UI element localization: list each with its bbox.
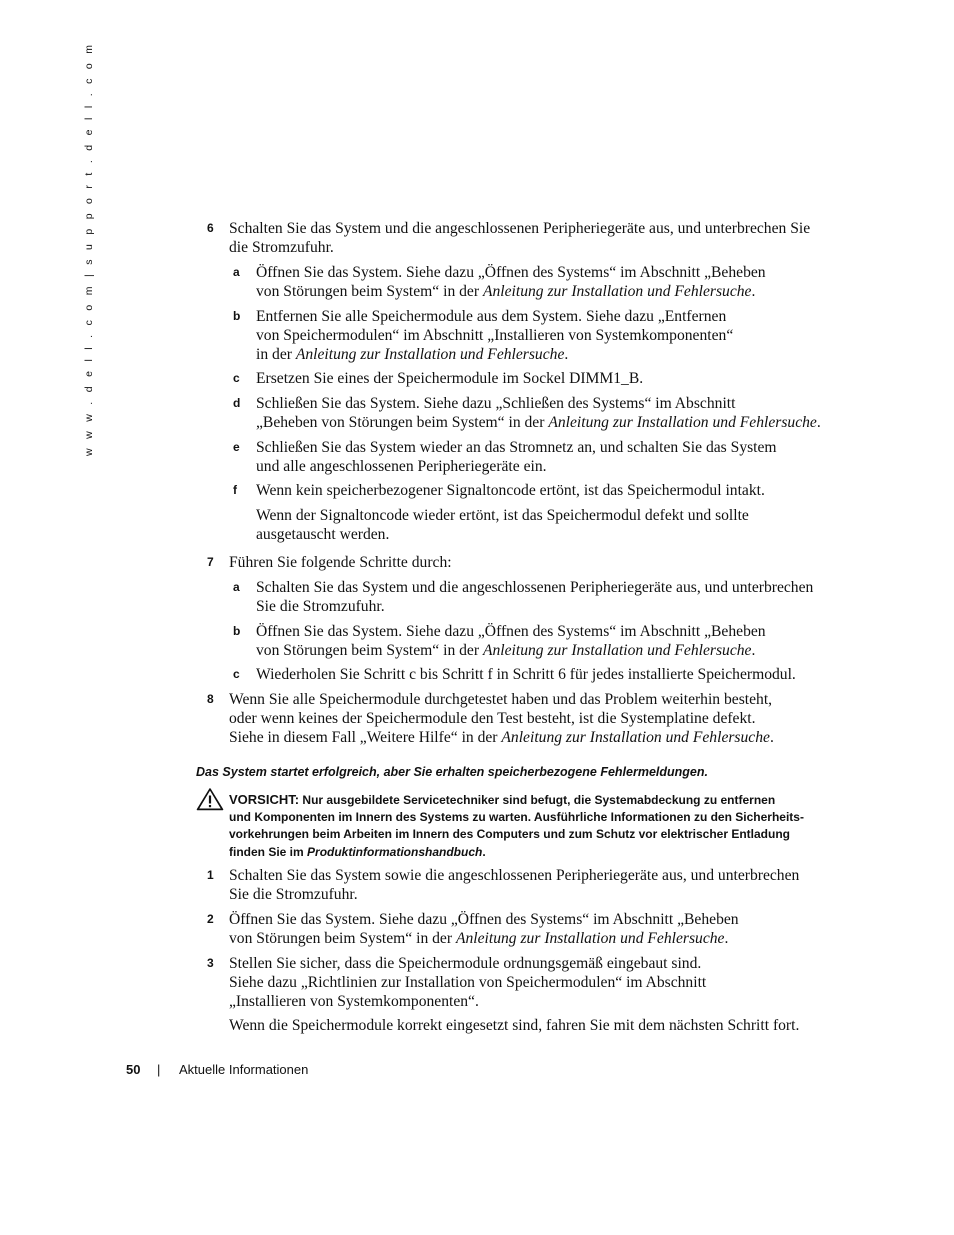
substep-text: Ersetzen Sie eines der Speichermodule im Sockel DIMM1_B. <box>256 370 644 387</box>
step-number: 8 <box>207 692 214 706</box>
substep-letter: f <box>233 483 237 497</box>
substep-letter: a <box>233 265 240 279</box>
substep-text: Öffnen Sie das System. Siehe dazu „Öffnen des Systems“ im Abschnitt „Beheben von Störungen beim System“ in der Anleitung zur Installation und Fehlersuche. <box>256 264 766 300</box>
substep-text: Schließen Sie das System wieder an das Stromnetz an, und schalten Sie das System und alle angeschlossenen Peripheriegeräte ein. <box>256 439 777 475</box>
list-text: Schalten Sie das System sowie die angeschlossenen Peripheriegeräte aus, und unterbrechen Sie die Stromzufuhr. <box>229 867 800 903</box>
side-url-text: w w w . d e l l . c o m | s u p p o r t . d e l l . c o m <box>83 41 95 456</box>
substep-letter: c <box>233 667 240 681</box>
substep-letter: c <box>233 371 240 385</box>
substep-text: Schließen Sie das System. Siehe dazu „Schließen des Systems“ im Abschnitt „Beheben von Störungen beim System“ in der Anleitung zur Installation und Fehlersuche. <box>256 395 821 431</box>
section-heading: Das System startet erfolgreich, aber Sie erhalten speicherbezogene Fehlermeldungen. <box>196 765 708 779</box>
list-text: Öffnen Sie das System. Siehe dazu „Öffnen des Systems“ im Abschnitt „Beheben von Störungen beim System“ in der Anleitung zur Installation und Fehlersuche. <box>229 911 739 947</box>
substep-letter: b <box>233 309 241 323</box>
list-paragraph: Wenn die Speichermodule korrekt eingesetzt sind, fahren Sie mit dem nächsten Schritt fort. <box>229 1017 800 1034</box>
substep-text: Entfernen Sie alle Speichermodule aus dem System. Siehe dazu „Entfernen von Speichermodulen“ im Abschnitt „Installieren von Systemkomponenten“ in der Anleitung zur Installation und Fehlersuche. <box>256 308 734 363</box>
side-url <box>80 41 100 468</box>
substep-text: Öffnen Sie das System. Siehe dazu „Öffnen des Systems“ im Abschnitt „Beheben von Störungen beim System“ in der Anleitung zur Installation und Fehlersuche. <box>256 623 766 659</box>
step-text: Schalten Sie das System und die angeschlossenen Peripheriegeräte aus, und unterbrechen Sie die Stromzufuhr. <box>229 220 811 256</box>
substep-letter: b <box>233 624 241 638</box>
list-number: 1 <box>207 868 214 882</box>
list-text: Stellen Sie sicher, dass die Speichermodule ordnungsgemäß eingebaut sind. Siehe dazu „Richtlinien zur Installation von Speichermodulen“ im Abschnitt „Installieren von Systemkomponenten“. <box>229 955 707 1010</box>
step-number: 6 <box>207 221 214 235</box>
substep-letter: e <box>233 440 240 454</box>
step-text: Wenn Sie alle Speichermodule durchgetestet haben und das Problem weiterhin besteht, oder wenn keines der Speichermodule den Test besteht, ist die Systemplatine defekt. Siehe in diesem Fall „Weitere Hilfe“ in der Anleitung zur Installation und Fehlersuche. <box>229 691 774 746</box>
step-number: 7 <box>207 555 214 569</box>
substep-letter: a <box>233 580 240 594</box>
warning-triangle-icon <box>196 787 224 811</box>
substep-text: Wenn kein speicherbezogener Signaltoncode ertönt, ist das Speichermodul intakt. <box>256 482 765 499</box>
substep-text: Schalten Sie das System und die angeschlossenen Peripheriegeräte aus, und unterbrechen Sie die Stromzufuhr. <box>256 579 814 615</box>
substep-paragraph: Wenn der Signaltoncode wieder ertönt, ist das Speichermodul defekt und sollte ausgetauscht werden. <box>256 507 749 543</box>
substep-letter: d <box>233 396 241 410</box>
substep-text: Wiederholen Sie Schritt c bis Schritt f in Schritt 6 für jedes installierte Speichermodul. <box>256 666 796 683</box>
footer-separator: | <box>157 1062 161 1077</box>
list-number: 3 <box>207 956 214 970</box>
list-number: 2 <box>207 912 214 926</box>
caution-notice: VORSICHT: Nur ausgebildete Servicetechniker sind befugt, die Systemabdeckung zu entfernen <box>229 792 776 807</box>
page-number: 50 <box>126 1062 141 1077</box>
footer-title: Aktuelle Informationen <box>179 1062 309 1077</box>
step-text: Führen Sie folgende Schritte durch: <box>229 554 452 571</box>
caution-notice-body: und Komponenten im Innern des Systems zu warten. Ausführliche Informationen zu den Sicherheits- vorkehrungen beim Arbeiten im Innern des Computers und zum Schutz vor elektrischer Entladung finden Sie im Produktinformationshandbuch. <box>229 809 804 859</box>
